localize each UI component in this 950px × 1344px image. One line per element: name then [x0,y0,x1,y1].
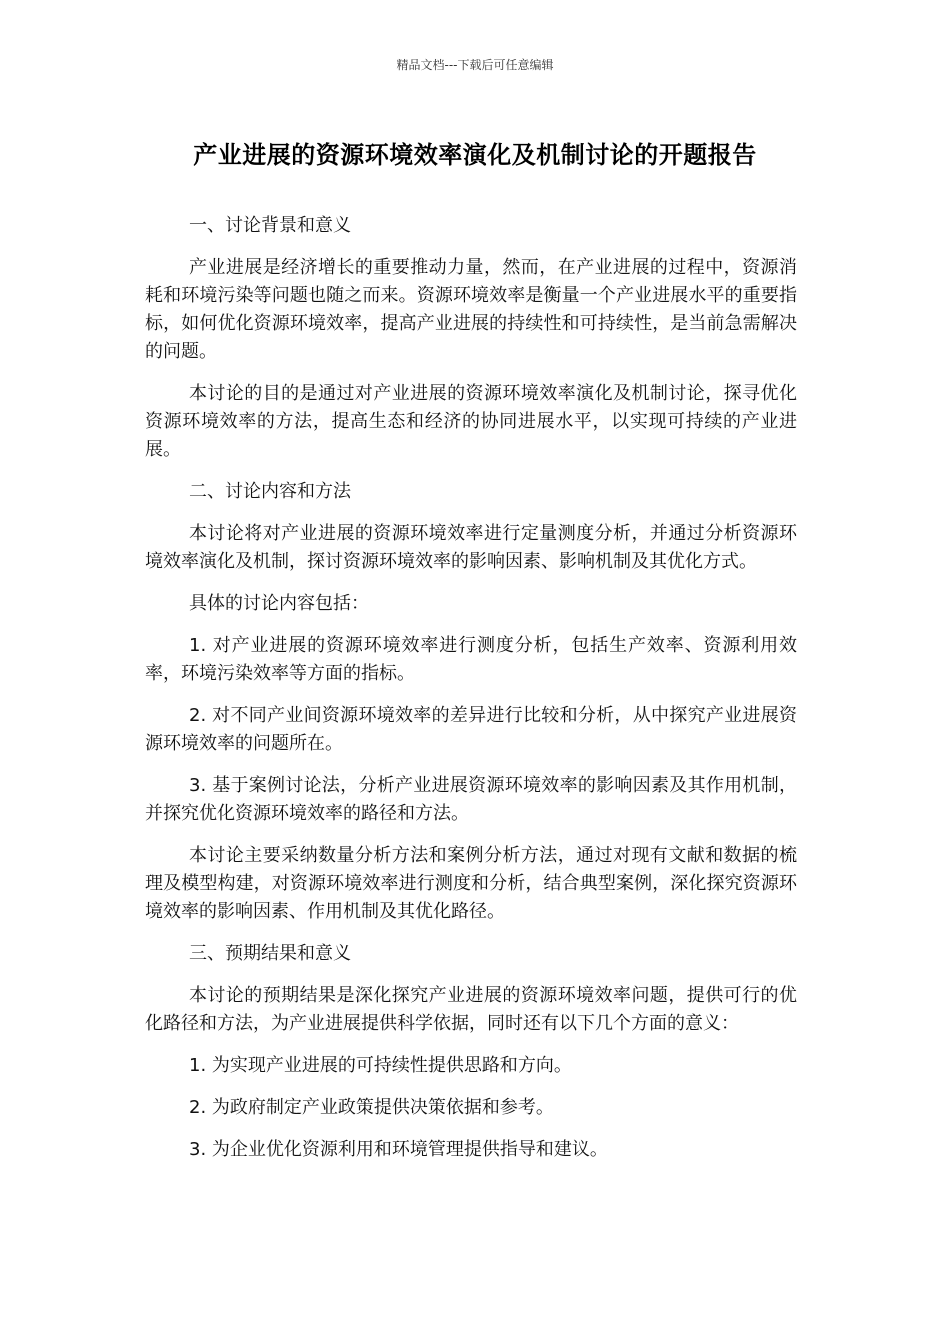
paragraph: 本讨论的目的是通过对产业进展的资源环境效率演化及机制讨论，探寻优化资源环境效率的方法，提高生态和经济的协同进展水平，以实现可持续的产业进展。 [145,383,797,460]
paragraph: 本讨论的预期结果是深化探究产业进展的资源环境效率问题，提供可行的优化路径和方法，为产业进展提供科学依据，同时还有以下几个方面的意义： [145,985,797,1034]
document-title: 产业进展的资源环境效率演化及机制讨论的开题报告 [193,141,757,169]
page-header: 精品文档---下载后可任意编辑 [396,58,554,72]
list-item: 1. 对产业进展的资源环境效率进行测度分析，包括生产效率、资源利用效率，环境污染效率等方面的指标。 [145,635,797,684]
section-heading: 三、预期结果和意义 [189,943,351,964]
paragraph: 本讨论将对产业进展的资源环境效率进行定量测度分析，并通过分析资源环境效率演化及机制，探讨资源环境效率的影响因素、影响机制及其优化方式。 [145,523,797,572]
document-body [145,212,797,1178]
list-item: 3. 为企业优化资源利用和环境管理提供指导和建议。 [189,1139,608,1160]
section-heading: 一、讨论背景和意义 [189,215,351,236]
list-item: 1. 为实现产业进展的可持续性提供思路和方向。 [189,1055,572,1076]
paragraph: 产业进展是经济增长的重要推动力量，然而，在产业进展的过程中，资源消耗和环境污染等问题也随之而来。资源环境效率是衡量一个产业进展水平的重要指标，如何优化资源环境效率，提高产业进展的持续性和可持续性，是当前急需解决的问题。 [145,257,797,362]
section-heading: 二、讨论内容和方法 [189,481,351,502]
list-item: 2. 为政府制定产业政策提供决策依据和参考。 [189,1097,554,1118]
list-item: 3. 基于案例讨论法，分析产业进展资源环境效率的影响因素及其作用机制，并探究优化资源环境效率的路径和方法。 [145,775,797,824]
paragraph: 具体的讨论内容包括： [189,593,369,614]
paragraph: 本讨论主要采纳数量分析方法和案例分析方法，通过对现有文献和数据的梳理及模型构建，对资源环境效率进行测度和分析，结合典型案例，深化探究资源环境效率的影响因素、作用机制及其优化路径。 [145,845,797,922]
list-item: 2. 对不同产业间资源环境效率的差异进行比较和分析，从中探究产业进展资源环境效率的问题所在。 [145,705,797,754]
